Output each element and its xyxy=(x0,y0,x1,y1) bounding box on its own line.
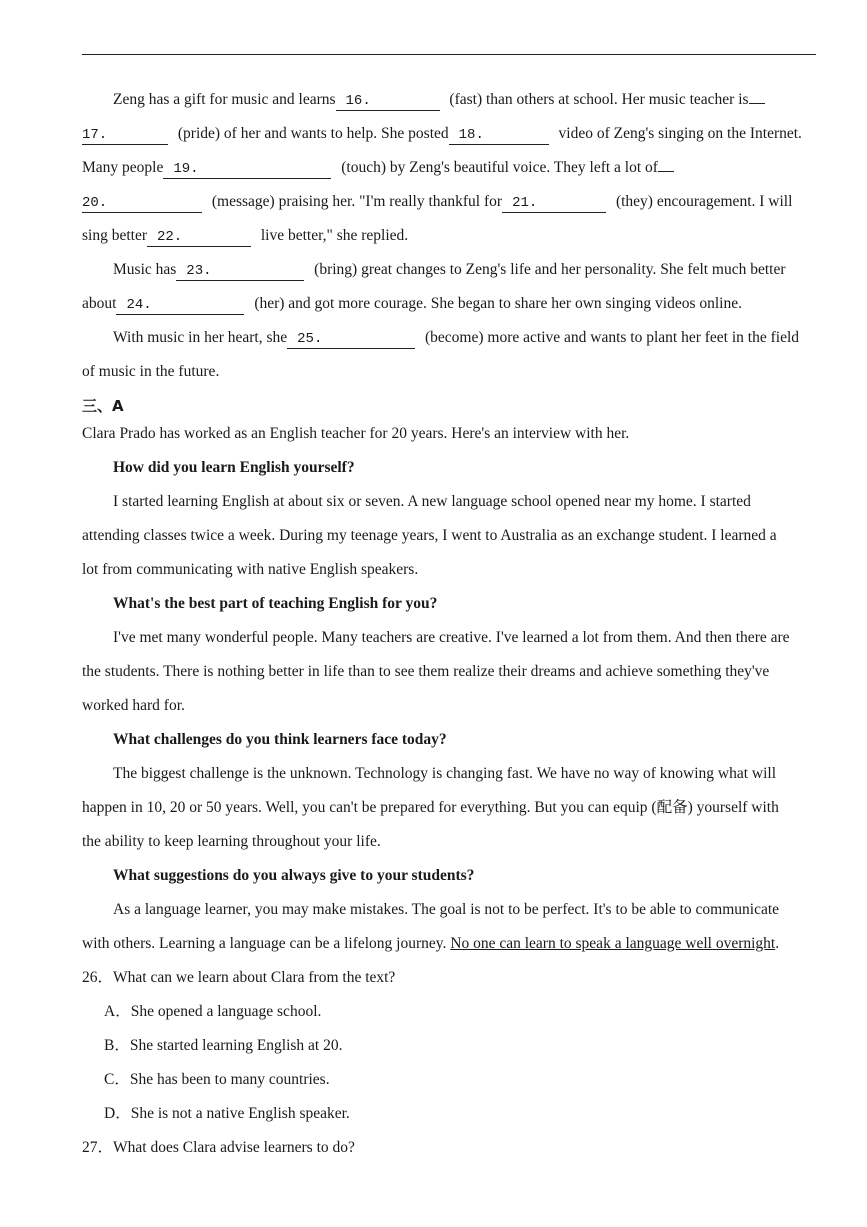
answer-line: worked hard for. xyxy=(82,697,185,714)
header-rule xyxy=(82,54,816,55)
option-a[interactable]: A．She opened a language school. xyxy=(104,1003,322,1020)
blank-22[interactable]: 22. xyxy=(147,228,251,247)
text: (touch) by Zeng's beautiful voice. They left a lot of xyxy=(337,159,658,176)
blank-19[interactable]: 19. xyxy=(163,160,331,179)
answer-line: the students. There is nothing better in life than to see them realize their dreams and achieve something they've xyxy=(82,663,770,680)
question-stem-27: 27．What does Clara advise learners to do? xyxy=(82,1139,355,1156)
option-c[interactable]: C．She has been to many countries. xyxy=(104,1071,330,1088)
cloze-line xyxy=(82,188,816,222)
cloze-line xyxy=(82,120,816,154)
answer-line: I started learning English at about six or seven. A new language school opened near my home. I started xyxy=(113,493,751,510)
cloze-line: of music in the future. xyxy=(82,363,220,380)
section-heading: 三、A xyxy=(82,397,124,415)
interview-question: What challenges do you think learners face today? xyxy=(113,731,447,748)
blank-24[interactable]: 24. xyxy=(116,296,244,315)
text: Music has xyxy=(113,261,177,278)
option-d[interactable]: D．She is not a native English speaker. xyxy=(104,1105,350,1122)
text: (pride) of her and wants to help. She posted xyxy=(174,125,449,142)
answer-line: the ability to keep learning throughout your life. xyxy=(82,833,381,850)
cloze-line xyxy=(82,256,816,290)
text: (become) more active and wants to plant her feet in the field xyxy=(421,329,800,346)
blank-20-start[interactable] xyxy=(658,171,674,172)
underlined-sentence: No one can learn to speak a language well overnight xyxy=(450,935,776,952)
blank-16[interactable]: 16. xyxy=(336,92,440,111)
text: about xyxy=(82,295,117,312)
blank-17-start[interactable] xyxy=(749,103,765,104)
text: With music in her heart, she xyxy=(113,329,288,346)
text: (message) praising her. "I'm really thankful for xyxy=(208,193,503,210)
blank-23[interactable]: 23. xyxy=(176,262,304,281)
question-stem-26: 26．What can we learn about Clara from the text? xyxy=(82,969,396,986)
answer-line xyxy=(82,930,816,964)
answer-line: happen in 10, 20 or 50 years. Well, you can't be prepared for everything. But you can equip (配备) yourself with xyxy=(82,799,779,816)
intro-text: Clara Prado has worked as an English teacher for 20 years. Here's an interview with her. xyxy=(82,425,630,442)
text: with others. Learning a language can be a lifelong journey. xyxy=(82,935,451,952)
text: video of Zeng's singing on the Internet. xyxy=(554,125,802,142)
text: (bring) great changes to Zeng's life and her personality. She felt much better xyxy=(310,261,786,278)
blank-18[interactable]: 18. xyxy=(449,126,549,145)
answer-line: As a language learner, you may make mistakes. The goal is not to be perfect. It's to be able to communicate xyxy=(113,901,780,918)
text: . xyxy=(775,935,780,952)
text: sing better xyxy=(82,227,147,244)
answer-line: The biggest challenge is the unknown. Technology is changing fast. We have no way of knowing what will xyxy=(113,765,777,782)
text: (they) encouragement. I will xyxy=(612,193,793,210)
interview-question: What suggestions do you always give to your students? xyxy=(113,867,475,884)
text: live better," she replied. xyxy=(257,227,409,244)
cloze-line xyxy=(82,324,816,358)
text: (her) and got more courage. She began to share her own singing videos online. xyxy=(250,295,742,312)
text: (fast) than others at school. Her music teacher is xyxy=(445,91,749,108)
answer-line: I've met many wonderful people. Many teachers are creative. I've learned a lot from them. And then there are xyxy=(113,629,790,646)
cloze-line xyxy=(82,290,816,324)
interview-question: What's the best part of teaching English for you? xyxy=(113,595,438,612)
cloze-line xyxy=(82,154,816,188)
blank-20[interactable]: 20. xyxy=(82,194,202,213)
blank-17[interactable]: 17. xyxy=(82,126,168,145)
blank-25[interactable]: 25. xyxy=(287,330,415,349)
answer-line: lot from communicating with native English speakers. xyxy=(82,561,419,578)
interview-question: How did you learn English yourself? xyxy=(113,459,355,476)
document-page xyxy=(82,86,816,1168)
cloze-line xyxy=(82,222,816,256)
text: Many people xyxy=(82,159,164,176)
blank-21[interactable]: 21. xyxy=(502,194,606,213)
option-b[interactable]: B．She started learning English at 20. xyxy=(104,1037,343,1054)
text: Zeng has a gift for music and learns xyxy=(113,91,336,108)
cloze-line xyxy=(82,86,816,120)
answer-line: attending classes twice a week. During my teenage years, I went to Australia as an exchange student. I learned a xyxy=(82,527,777,544)
